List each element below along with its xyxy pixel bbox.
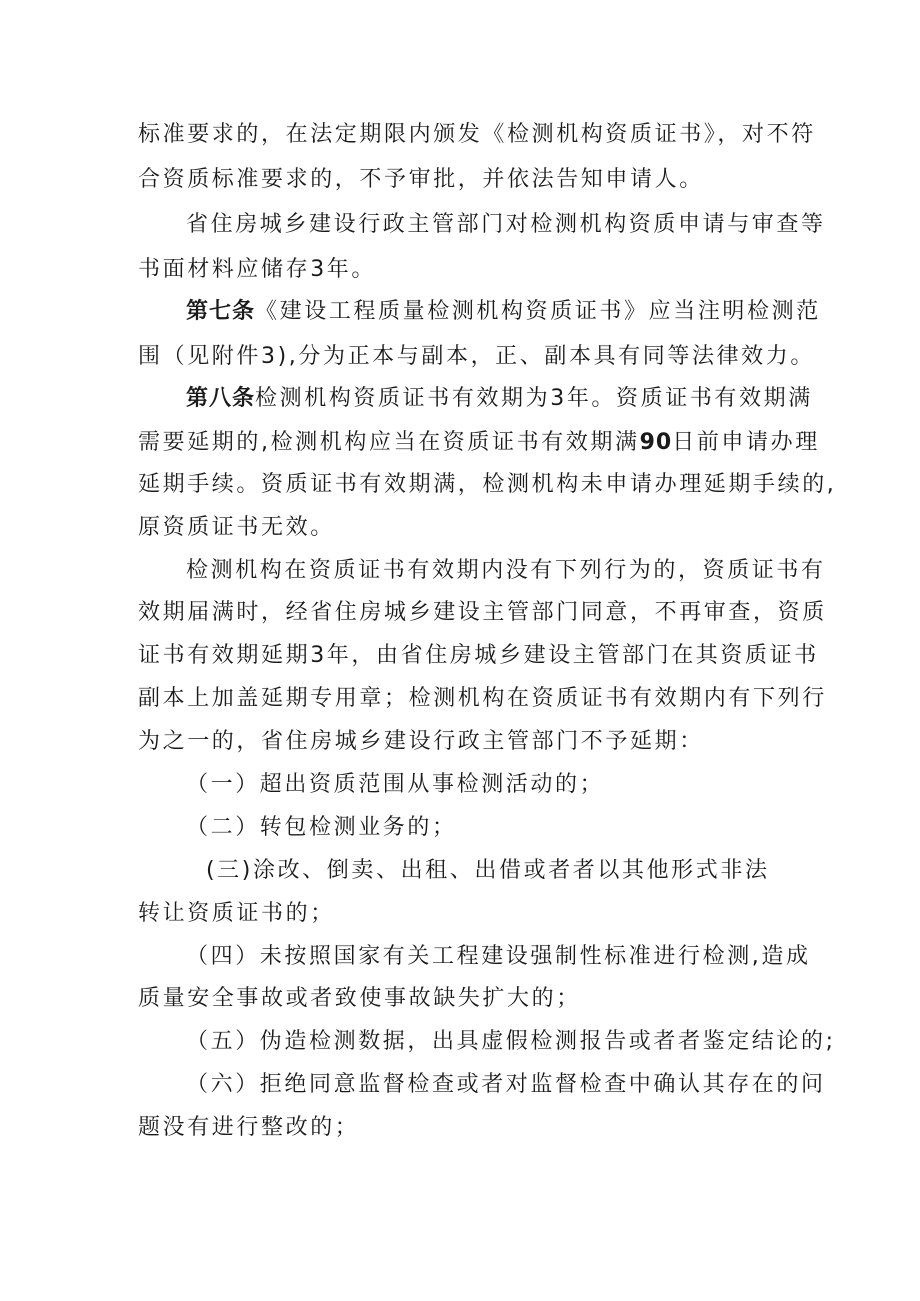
- text-line: 效期届满时，经省住房城乡建设主管部门同意，不再审查，资质: [138, 600, 827, 625]
- text-line: 书面材料应储存3年。: [138, 257, 376, 282]
- text-line: 标准要求的，在法定期限内颁发《检测机构资质证书》，对不符: [138, 122, 816, 147]
- text-line: 合资质标准要求的，不予审批，并依法告知申请人。: [138, 167, 704, 192]
- text-line: 证书有效期延期3年，由省住房城乡建设主管部门在其资质证书: [138, 643, 819, 668]
- list-item: （二）转包检测业务的；: [186, 815, 457, 840]
- article-8-line-1: [186, 384, 846, 414]
- text-line: 副本上加盖延期专用章；检测机构在资质证书有效期内有下列行: [138, 686, 827, 711]
- article-7-text: 《建设工程质量检测机构资质证书》应当注明检测范: [255, 299, 821, 324]
- text-line: 围（见附件3),分为正本与副本，正、副本具有同等法律效力。: [138, 344, 815, 369]
- article-7-line-1: [186, 297, 846, 327]
- text-line: 省住房城乡建设行政主管部门对检测机构资质申请与审查等: [186, 212, 826, 237]
- article-8-line-2: [138, 428, 820, 458]
- list-item: (三)涂改、倒卖、出租、出借或者者以其他形式非法: [206, 858, 770, 883]
- article-8-heading: 第八条: [186, 386, 256, 411]
- days-number: 90: [639, 430, 673, 455]
- list-item: （五）伪造检测数据，出具虚假检测报告或者者鉴定结论的;: [186, 1029, 836, 1054]
- article-8-text: 检测机构资质证书有效期为3年。资质证书有效期满: [255, 386, 813, 411]
- text-line: 检测机构在资质证书有效期内没有下列行为的，资质证书有: [186, 558, 826, 583]
- list-item: （四）未按照国家有关工程建设强制性标准进行检测,造成: [186, 944, 811, 969]
- article-7-heading: 第七条: [186, 299, 256, 324]
- list-item: （六）拒绝同意监督检查或者对监督检查中确认其存在的问: [186, 1072, 826, 1097]
- text-line: 延期手续。资质证书有效期满，检测机构未申请办理延期手续的,: [138, 472, 837, 497]
- text-segment: 需要延期的,检测机构应当在资质证书有效期满: [138, 430, 640, 455]
- text-segment: 日前申请办理: [672, 430, 820, 455]
- text-line: 题没有进行整改的；: [138, 1115, 360, 1140]
- text-line: 质量安全事故或者致使事故缺失扩大的；: [138, 986, 581, 1011]
- text-line: 原资质证书无效。: [138, 515, 335, 540]
- text-line: 转让资质证书的；: [138, 901, 335, 926]
- list-item: （一）超出资质范围从事检测活动的；: [186, 772, 605, 797]
- text-line: 为之一的，省住房城乡建设行政主管部门不予延期：: [138, 729, 704, 754]
